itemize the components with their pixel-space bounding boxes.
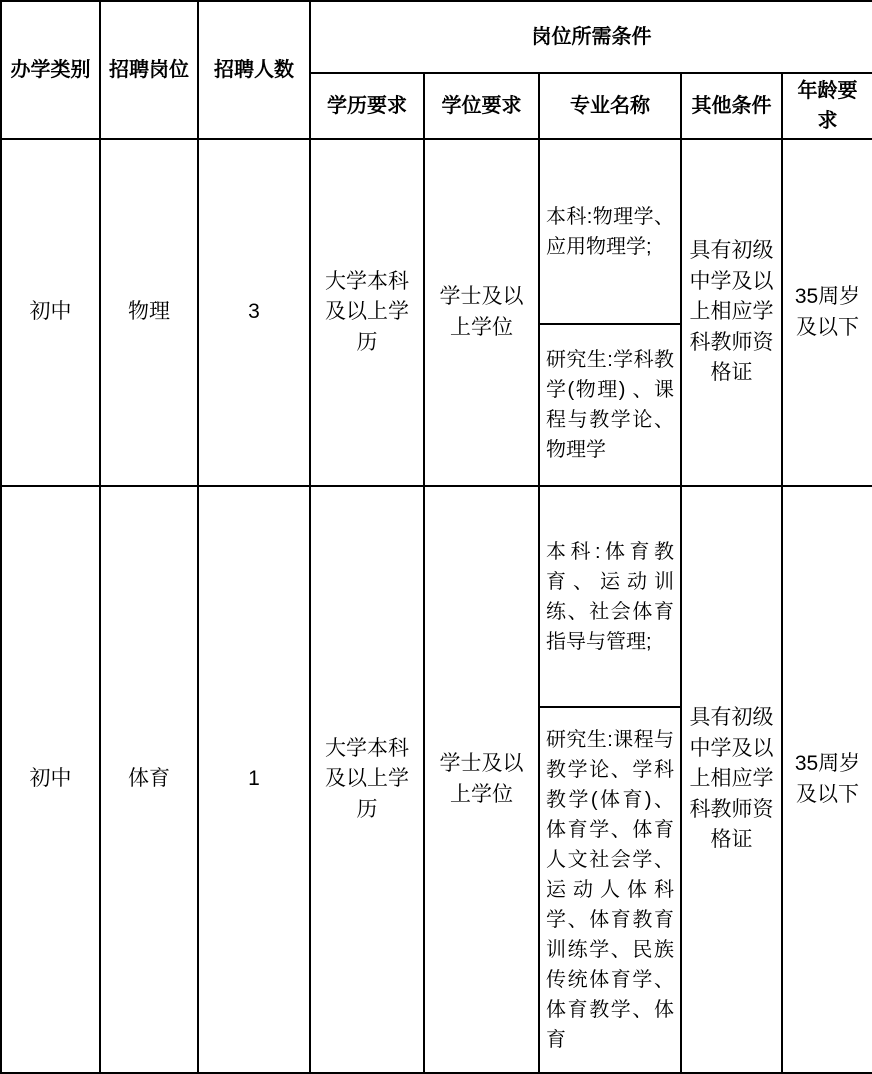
cell-major-bachelor: 本科:体育教育、运动训练、社会体育指导与管理; <box>539 486 681 707</box>
cell-other-conditions: 具有初级中学及以上相应学科教师资格证 <box>681 139 782 486</box>
header-other-conditions: 其他条件 <box>681 73 782 139</box>
header-major: 专业名称 <box>539 73 681 139</box>
cell-major-graduate: 研究生:学科教学(物理) 、课程与教学论、物理学 <box>539 324 681 486</box>
cell-education: 大学本科及以上学历 <box>310 139 424 486</box>
cell-school-category: 初中 <box>1 486 100 1073</box>
cell-age: 35周岁及以下 <box>782 486 872 1073</box>
header-position: 招聘岗位 <box>100 1 198 139</box>
header-school-category: 办学类别 <box>1 1 100 139</box>
header-age: 年龄要求 <box>782 73 872 139</box>
cell-age: 35周岁及以下 <box>782 139 872 486</box>
table-row-physics-a <box>1 139 872 324</box>
cell-major-bachelor: 本科:物理学、应用物理学; <box>539 139 681 324</box>
cell-degree: 学士及以上学位 <box>424 139 539 486</box>
cell-school-category: 初中 <box>1 139 100 486</box>
cell-degree: 学士及以上学位 <box>424 486 539 1073</box>
header-row-1 <box>1 1 872 73</box>
cell-position: 物理 <box>100 139 198 486</box>
cell-education: 大学本科及以上学历 <box>310 486 424 1073</box>
cell-headcount: 1 <box>198 486 310 1073</box>
cell-major-graduate: 研究生:课程与教学论、学科教学(体育)、体育学、体育人文社会学、运动人体科学、体育教育训练学、民族传统体育学、体育教学、体育 <box>539 707 681 1073</box>
header-conditions-group: 岗位所需条件 <box>310 1 872 73</box>
header-headcount: 招聘人数 <box>198 1 310 139</box>
table-row-pe-a <box>1 486 872 707</box>
cell-headcount: 3 <box>198 139 310 486</box>
header-education: 学历要求 <box>310 73 424 139</box>
header-degree: 学位要求 <box>424 73 539 139</box>
cell-other-conditions: 具有初级中学及以上相应学科教师资格证 <box>681 486 782 1073</box>
cell-position: 体育 <box>100 486 198 1073</box>
